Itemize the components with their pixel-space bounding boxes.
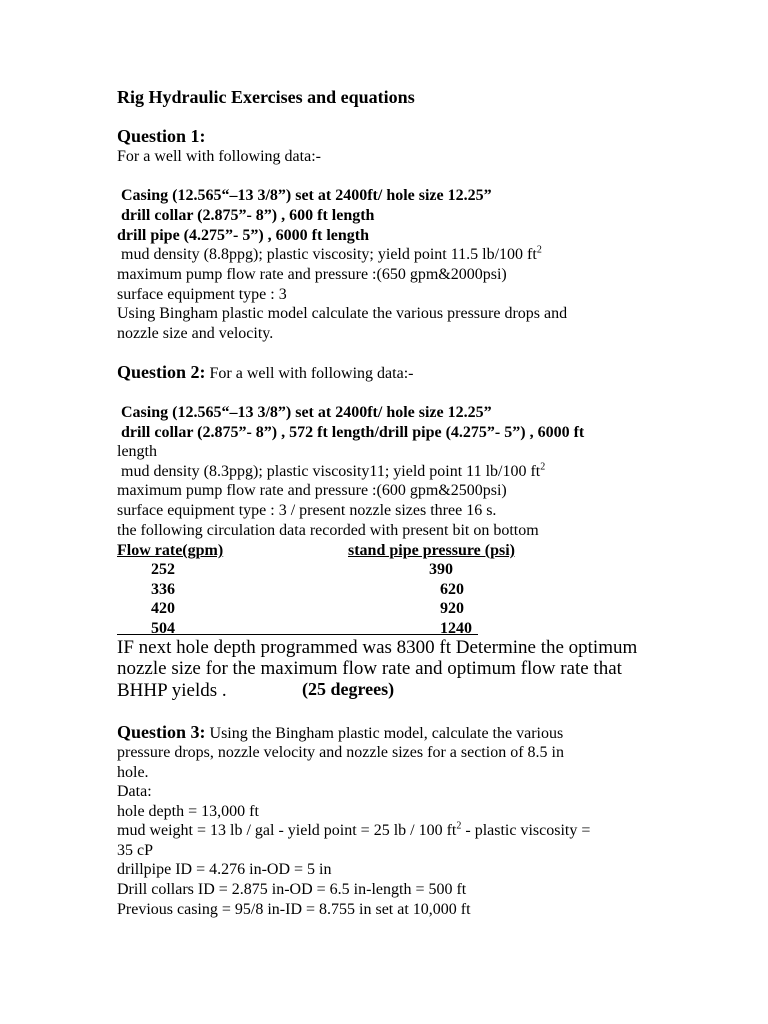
q1-pump: maximum pump flow rate and pressure :(650 gpm&2000psi)	[117, 266, 507, 283]
q2-mud	[121, 462, 545, 481]
q2-surface: surface equipment type : 3 / present nozzle sizes three 16 s.	[117, 502, 497, 519]
table-row-1-flow: 252	[151, 561, 175, 578]
q3-intro-1: Using the Bingham plastic model, calculate the various	[209, 725, 564, 742]
q1-drill-pipe: drill pipe (4.275”- 5”) , 6000 ft length	[117, 227, 369, 244]
table-row-2-pressure: 620	[440, 581, 464, 598]
q2-heading: Question 2:	[117, 362, 206, 382]
q3-intro-2: pressure drops, nozzle velocity and nozzle sizes for a section of 8.5 in	[117, 744, 564, 761]
q2-mud-sup: 2	[540, 461, 546, 473]
table-row-3-flow: 420	[151, 600, 175, 617]
q2-drill-line: drill collar (2.875”- 8”) , 572 ft length/drill pipe (4.275”- 5”) , 6000 ft	[121, 424, 585, 441]
q2-mud-text: mud density (8.3ppg); plastic viscosity11; yield point 11 lb/100 ft	[121, 463, 541, 480]
q2-circ-note: the following circulation data recorded with present bit on bottom	[117, 522, 539, 539]
q3-hole-depth: hole depth = 13,000 ft	[117, 803, 259, 820]
q3-mud-cp: 35 cP	[117, 842, 153, 859]
q2-task-line1: IF next hole depth programmed was 8300 ft Determine the optimum	[117, 637, 638, 658]
q3-mud-pv: - plastic viscosity =	[461, 822, 591, 839]
q1-mud-sup: 2	[536, 244, 542, 256]
q2-task-line2: nozzle size for the maximum flow rate and optimum flow rate that	[117, 658, 622, 679]
q3-mud-text: mud weight = 13 lb / gal - yield point = 25 lb / 100 ft	[117, 822, 457, 839]
q3-intro-3: hole.	[117, 764, 149, 781]
table-row-4-pressure: 1240	[440, 620, 472, 637]
q2-casing: Casing (12.565“–13 3/8”) set at 2400ft/ hole size 12.25”	[121, 404, 492, 421]
q2-drill-line-2: length	[117, 443, 157, 460]
q1-drill-collar: drill collar (2.875”- 8”) , 600 ft length	[121, 207, 375, 224]
q2-degrees: (25 degrees)	[302, 679, 395, 699]
document-title: Rig Hydraulic Exercises and equations	[117, 87, 415, 107]
table-header-stand-pipe: stand pipe pressure (psi)	[348, 542, 515, 559]
table-row-1-pressure: 390	[429, 561, 453, 578]
q1-mud	[121, 245, 542, 264]
q2-pump: maximum pump flow rate and pressure :(600 gpm&2500psi)	[117, 482, 507, 499]
q3-drillpipe: drillpipe ID = 4.276 in-OD = 5 in	[117, 861, 332, 878]
q3-data-label: Data:	[117, 783, 152, 800]
q3-mud-sup: 2	[456, 820, 462, 832]
table-row-3-pressure: 920	[440, 600, 464, 617]
q1-casing: Casing (12.565“–13 3/8”) set at 2400ft/ hole size 12.25”	[121, 187, 492, 204]
table-row-4-flow: 504	[151, 620, 175, 637]
q2-task-line3: BHHP yields .	[117, 680, 227, 701]
q3-heading: Question 3:	[117, 722, 206, 742]
table-header-flow-rate: Flow rate(gpm)	[117, 542, 224, 559]
q1-task-line2: nozzle size and velocity.	[117, 325, 274, 342]
table-row-2-flow: 336	[151, 581, 175, 598]
q1-intro: For a well with following data:-	[117, 148, 321, 165]
q3-mud-weight	[117, 821, 590, 840]
q1-mud-text: mud density (8.8ppg); plastic viscosity; yield point 11.5 lb/100 ft	[121, 246, 537, 263]
q3-casing: Previous casing = 95/8 in-ID = 8.755 in set at 10,000 ft	[117, 901, 471, 918]
q1-surface: surface equipment type : 3	[117, 286, 287, 303]
q2-heading-line	[117, 363, 413, 383]
q1-heading: Question 1:	[117, 126, 206, 146]
q1-task-line1: Using Bingham plastic model calculate the various pressure drops and	[117, 305, 568, 322]
q3-heading-line	[117, 723, 563, 743]
q3-collars: Drill collars ID = 2.875 in-OD = 6.5 in-length = 500 ft	[117, 881, 467, 898]
table-bottom-rule	[117, 634, 478, 635]
q2-intro: For a well with following data:-	[209, 365, 414, 382]
